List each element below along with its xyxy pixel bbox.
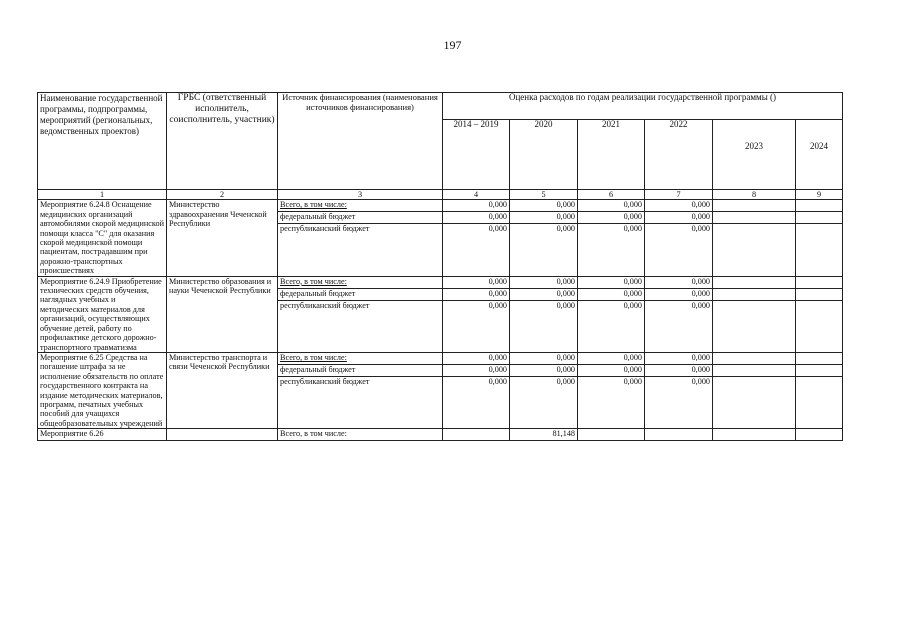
amount-cell: 0,000	[510, 276, 578, 288]
amount-cell: 81,148	[510, 429, 578, 441]
amount-cell: 0,000	[578, 224, 645, 276]
amount-cell: 0,000	[578, 212, 645, 224]
column-number: 5	[510, 190, 578, 200]
amount-cell: 0,000	[578, 376, 645, 428]
funding-source-cell: Всего, в том числе:	[278, 276, 443, 288]
amount-cell	[796, 224, 843, 276]
header-year: 2023	[713, 120, 796, 190]
amount-cell: 0,000	[443, 212, 510, 224]
amount-cell: 0,000	[645, 200, 713, 212]
amount-cell: 0,000	[510, 288, 578, 300]
header-year: 2020	[510, 120, 578, 190]
amount-cell	[713, 288, 796, 300]
measure-name-cell: Мероприятие 6.24.9 Приобретение технических средств обучения, наглядных учебных и методических материалов для организаций, осуществляющих обучение детей, работу по профилактике детского дорожно-транспортного травматизма	[38, 276, 167, 352]
funding-source-cell: федеральный бюджет	[278, 288, 443, 300]
measure-name-cell: Мероприятие 6.24.8 Оснащение медицинских организаций автомобилями скорой медицинской помощи класса "С" для оказания скорой медицинской помощи пациентам, пострадавшим при дорожно-транспортных происшествиях	[38, 200, 167, 276]
amount-cell	[443, 429, 510, 441]
amount-cell	[713, 300, 796, 352]
column-number: 7	[645, 190, 713, 200]
funding-source-cell: Всего, в том числе:	[278, 200, 443, 212]
amount-cell: 0,000	[578, 352, 645, 364]
amount-cell	[713, 224, 796, 276]
table-row	[38, 276, 843, 288]
amount-cell: 0,000	[645, 276, 713, 288]
table-row	[38, 200, 843, 212]
header-estimate: Оценка расходов по годам реализации государственной программы ()	[443, 93, 843, 120]
funding-source-cell: республиканский бюджет	[278, 224, 443, 276]
amount-cell	[713, 352, 796, 364]
amount-cell: 0,000	[645, 288, 713, 300]
amount-cell	[713, 429, 796, 441]
header-year: 2022	[645, 120, 713, 190]
grbs-cell: Министерство здравоохранения Чеченской Республики	[167, 200, 278, 276]
amount-cell: 0,000	[578, 276, 645, 288]
header-funding-source: Источник финансирования (наименования источников финансирования)	[278, 93, 443, 190]
amount-cell: 0,000	[443, 364, 510, 376]
amount-cell: 0,000	[510, 300, 578, 352]
amount-cell	[796, 276, 843, 288]
column-number: 6	[578, 190, 645, 200]
column-numbers-row	[38, 190, 843, 200]
funding-source-cell: федеральный бюджет	[278, 364, 443, 376]
column-number: 3	[278, 190, 443, 200]
amount-cell: 0,000	[578, 364, 645, 376]
grbs-cell: Министерство образования и науки Чеченской Республики	[167, 276, 278, 352]
budget-table	[37, 92, 843, 441]
amount-cell	[645, 429, 713, 441]
amount-cell	[796, 364, 843, 376]
measure-name-cell: Мероприятие 6.26	[38, 429, 167, 441]
amount-cell: 0,000	[578, 288, 645, 300]
amount-cell: 0,000	[578, 300, 645, 352]
amount-cell	[796, 300, 843, 352]
column-number: 1	[38, 190, 167, 200]
funding-source-cell: Всего, в том числе:	[278, 352, 443, 364]
amount-cell: 0,000	[510, 364, 578, 376]
column-number: 8	[713, 190, 796, 200]
amount-cell	[713, 212, 796, 224]
amount-cell: 0,000	[645, 352, 713, 364]
amount-cell: 0,000	[645, 224, 713, 276]
amount-cell: 0,000	[645, 212, 713, 224]
header-year: 2021	[578, 120, 645, 190]
table-body	[38, 200, 843, 441]
amount-cell	[713, 376, 796, 428]
amount-cell	[713, 200, 796, 212]
grbs-cell	[167, 429, 278, 441]
amount-cell: 0,000	[645, 376, 713, 428]
amount-cell: 0,000	[510, 200, 578, 212]
header-grbs: ГРБС (ответственный исполнитель, соисполнитель, участник)	[167, 93, 278, 190]
header-year: 2024	[796, 120, 843, 190]
amount-cell: 0,000	[443, 276, 510, 288]
amount-cell	[796, 429, 843, 441]
amount-cell: 0,000	[443, 288, 510, 300]
amount-cell	[713, 364, 796, 376]
amount-cell: 0,000	[443, 300, 510, 352]
page-number: 197	[443, 38, 462, 52]
amount-cell: 0,000	[510, 212, 578, 224]
amount-cell: 0,000	[578, 200, 645, 212]
amount-cell: 0,000	[510, 376, 578, 428]
amount-cell	[796, 212, 843, 224]
amount-cell	[578, 429, 645, 441]
header-year: 2014 – 2019	[443, 120, 510, 190]
funding-source-cell: федеральный бюджет	[278, 212, 443, 224]
table-row	[38, 352, 843, 364]
funding-source-cell: Всего, в том числе:	[278, 429, 443, 441]
amount-cell: 0,000	[443, 200, 510, 212]
funding-source-cell: республиканский бюджет	[278, 300, 443, 352]
amount-cell	[796, 352, 843, 364]
column-number: 2	[167, 190, 278, 200]
grbs-cell: Министерство транспорта и связи Чеченской Республики	[167, 352, 278, 428]
column-number: 9	[796, 190, 843, 200]
measure-name-cell: Мероприятие 6.25 Средства на погашение штрафа за не исполнение обязательств по оплате государственного контракта на издание методических материалов, программ, печатных учебных пособий для учащихся общеобразовательных учреждений	[38, 352, 167, 428]
amount-cell	[796, 288, 843, 300]
amount-cell: 0,000	[510, 352, 578, 364]
amount-cell	[796, 376, 843, 428]
funding-source-cell: республиканский бюджет	[278, 376, 443, 428]
column-number: 4	[443, 190, 510, 200]
header-program-name: Наименование государственной программы, подпрограммы, мероприятий (региональных, ведомственных проектов)	[38, 93, 167, 190]
amount-cell: 0,000	[443, 352, 510, 364]
amount-cell	[713, 276, 796, 288]
amount-cell: 0,000	[645, 364, 713, 376]
amount-cell: 0,000	[645, 300, 713, 352]
table-row	[38, 429, 843, 441]
amount-cell: 0,000	[510, 224, 578, 276]
amount-cell: 0,000	[443, 224, 510, 276]
amount-cell	[796, 200, 843, 212]
amount-cell: 0,000	[443, 376, 510, 428]
